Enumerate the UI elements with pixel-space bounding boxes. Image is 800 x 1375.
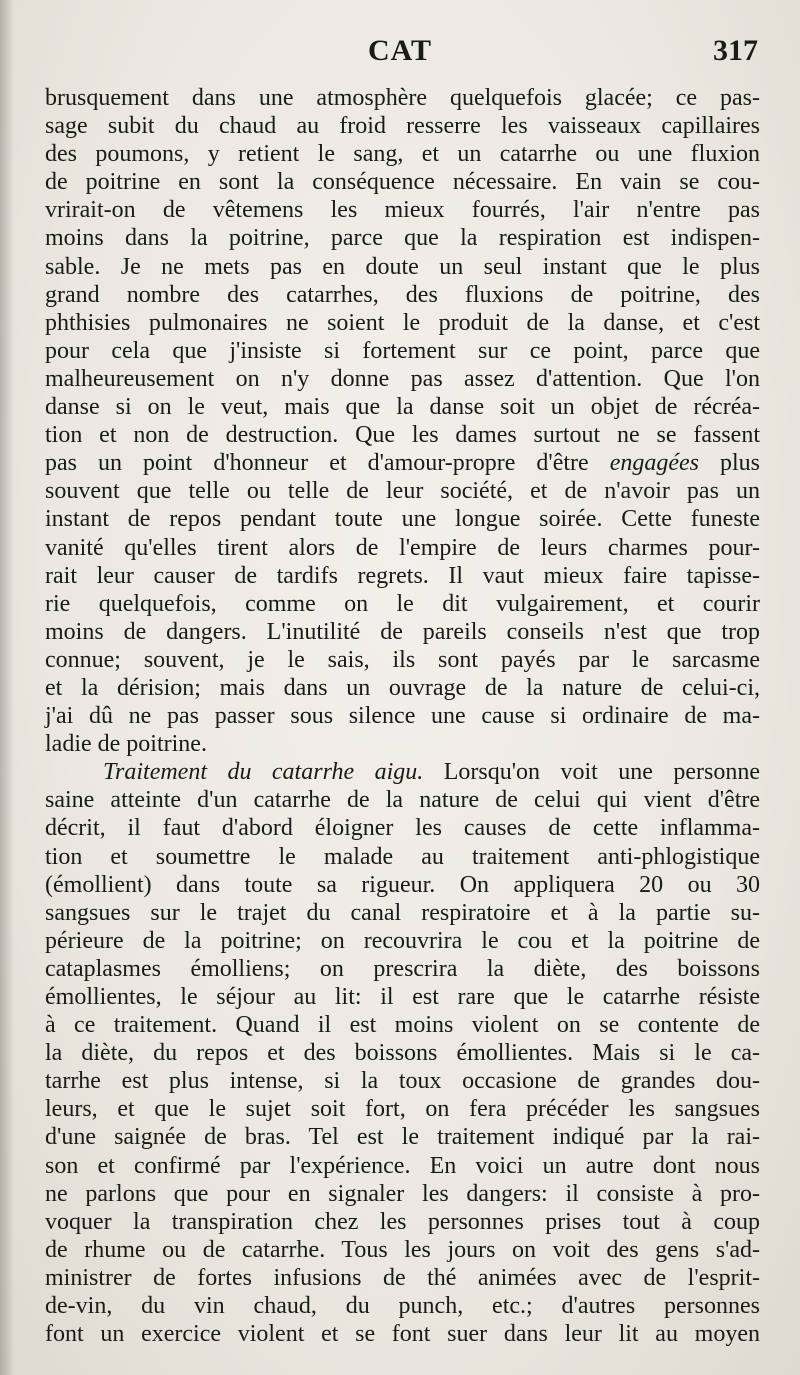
text-segment: sangsues sur le trajet du canal respiratoire et à la partie su-: [45, 899, 760, 926]
text-segment: tion et soumettre le malade au traitement anti-phlogistique: [45, 843, 760, 870]
text-segment: émollientes, le séjour au lit: il est rare que le catarrhe résiste: [45, 984, 760, 1010]
text-segment: Lorsqu'on voit une personne: [423, 759, 760, 786]
text-line: [45, 224, 760, 252]
text-segment: malheureusement on n'y donne pas assez d'attention. Que l'on: [45, 365, 760, 392]
text-segment: rie quelquefois, comme on le dit vulgairement, et courir: [45, 590, 760, 617]
text-segment: à ce traitement. Quand il est moins violent on se contente de: [45, 1012, 760, 1039]
text-segment: cataplasmes émolliens; on prescrira la diète, des boissons: [45, 955, 760, 982]
running-head: CAT: [367, 34, 433, 67]
text-line: [45, 337, 760, 365]
text-segment: saine atteinte d'un catarrhe de la nature de celui qui vient d'être: [45, 787, 760, 814]
text-segment: ministrer de fortes infusions de thé animées avec de l'esprit-: [45, 1264, 760, 1291]
text-line: [45, 646, 760, 674]
text-segment: son et confirmé par l'expérience. En voici un autre dont nous: [45, 1152, 760, 1179]
text-segment: grand nombre des catarrhes, des fluxions de poitrine, des: [45, 281, 760, 308]
page-edge-shadow: [0, 0, 14, 1375]
text-segment: moins dans la poitrine, parce que la respiration est indispen-: [45, 225, 760, 252]
text-segment: instant de repos pendant toute une longue soirée. Cette funeste: [45, 506, 760, 533]
text-segment: tarrhe est plus intense, si la toux occasione de grandes dou-: [45, 1068, 760, 1095]
text-line: [45, 983, 760, 1011]
text-line: [45, 871, 760, 899]
text-line: [45, 505, 760, 533]
page-number: 317: [713, 34, 758, 67]
text-line: [45, 534, 760, 562]
text-segment: tion et non de destruction. Que les dames surtout ne se fassent: [45, 422, 760, 449]
text-line: [45, 1152, 760, 1180]
text-segment: souvent que telle ou telle de leur société, et de n'avoir pas un: [45, 478, 760, 505]
italic-text-segment: engagées: [609, 450, 699, 477]
text-line: [45, 477, 760, 505]
text-segment: vanité qu'elles tirent alors de l'empire de leurs charmes pour-: [45, 534, 760, 561]
text-segment: leurs, et que le sujet soit fort, on fera précéder les sangsues: [45, 1096, 760, 1123]
text-line: [45, 421, 760, 449]
text-line: [45, 899, 760, 927]
text-segment: pour cela que j'insiste si fortement sur ce point, parce que: [45, 337, 760, 364]
text-segment: d'une saignée de bras. Tel est le traitement indiqué par la rai-: [45, 1124, 760, 1151]
text-line: [45, 393, 760, 421]
text-segment: ne parlons que pour en signaler les dangers: il consiste à pro-: [45, 1180, 760, 1207]
text-line: [45, 730, 760, 758]
text-segment: de rhume ou de catarrhe. Tous les jours on voit des gens s'ad-: [45, 1236, 760, 1263]
text-segment: voquer la transpiration chez les personnes prises tout à coup: [45, 1208, 760, 1235]
text-segment: j'ai dû ne pas passer sous silence une cause si ordinaire de ma-: [45, 703, 760, 730]
text-segment: la diète, du repos et des boissons émollientes. Mais si le ca-: [45, 1040, 760, 1067]
text-line: [45, 590, 760, 618]
text-line: [45, 365, 760, 393]
text-line: [45, 955, 760, 983]
body-text: [45, 84, 760, 1348]
text-line: [45, 1180, 760, 1208]
text-line: [45, 140, 760, 168]
text-line: [45, 562, 760, 590]
italic-text-segment: Traitement du catarrhe aigu.: [103, 759, 424, 786]
text-segment: vrirait-on de vêtemens les mieux fourrés, l'air n'entre pas: [45, 197, 760, 224]
text-segment: ladie de poitrine.: [45, 731, 207, 758]
text-segment: moins de dangers. L'inutilité de pareils conseils n'est que trop: [45, 618, 760, 645]
text-line: [45, 1264, 760, 1292]
text-line: [45, 927, 760, 955]
text-line: [45, 618, 760, 646]
text-segment: de-vin, du vin chaud, du punch, etc.; d'autres personnes: [45, 1293, 760, 1320]
text-segment: pas un point d'honneur et d'amour-propre d'être: [45, 450, 610, 477]
text-line: [45, 449, 760, 477]
text-segment: rait leur causer de tardifs regrets. Il vaut mieux faire tapisse-: [45, 562, 760, 589]
text-line: [45, 196, 760, 224]
text-line: [45, 1208, 760, 1236]
text-line: [45, 1011, 760, 1039]
text-segment: sable. Je ne mets pas en doute un seul instant que le plus: [45, 253, 760, 280]
text-line: [45, 1123, 760, 1151]
text-segment: (émollient) dans toute sa rigueur. On appliquera 20 ou 30: [45, 871, 760, 898]
text-segment: danse si on le veut, mais que la danse soit un objet de récréa-: [45, 394, 760, 421]
text-line: [45, 786, 760, 814]
text-segment: de poitrine en sont la conséquence nécessaire. En vain se cou-: [45, 169, 760, 196]
text-line: [45, 843, 760, 871]
text-segment: font un exercice violent et se font suer dans leur lit au moyen: [45, 1321, 760, 1348]
text-line: [45, 1236, 760, 1264]
text-line: [45, 1292, 760, 1320]
text-line: [45, 309, 760, 337]
text-line: [45, 84, 760, 112]
text-segment: périeure de la poitrine; on recouvrira le cou et la poitrine de: [45, 927, 760, 954]
text-segment: décrit, il faut d'abord éloigner les causes de cette inflamma-: [45, 815, 760, 842]
text-line: [45, 702, 760, 730]
text-line: [45, 758, 760, 786]
text-segment: phthisies pulmonaires ne soient le produit de la danse, et c'est: [45, 309, 760, 336]
text-segment: des poumons, y retient le sang, et un catarrhe ou une fluxion: [45, 141, 760, 168]
text-line: [45, 1039, 760, 1067]
text-line: [45, 814, 760, 842]
text-line: [45, 1095, 760, 1123]
text-segment: et la dérision; mais dans un ouvrage de la nature de celui-ci,: [45, 674, 760, 701]
text-segment: connue; souvent, je le sais, ils sont payés par le sarcasme: [45, 646, 760, 673]
text-segment: sage subit du chaud au froid resserre les vaisseaux capillaires: [45, 113, 760, 140]
text-line: [45, 674, 760, 702]
text-line: [45, 1320, 760, 1348]
text-line: [45, 168, 760, 196]
text-line: [45, 1067, 760, 1095]
text-segment: brusquement dans une atmosphère quelquefois glacée; ce pas-: [45, 85, 760, 111]
page-header: [0, 30, 800, 76]
text-segment: plus: [698, 450, 760, 477]
text-line: [45, 281, 760, 309]
text-line: [45, 253, 760, 281]
text-line: [45, 112, 760, 140]
